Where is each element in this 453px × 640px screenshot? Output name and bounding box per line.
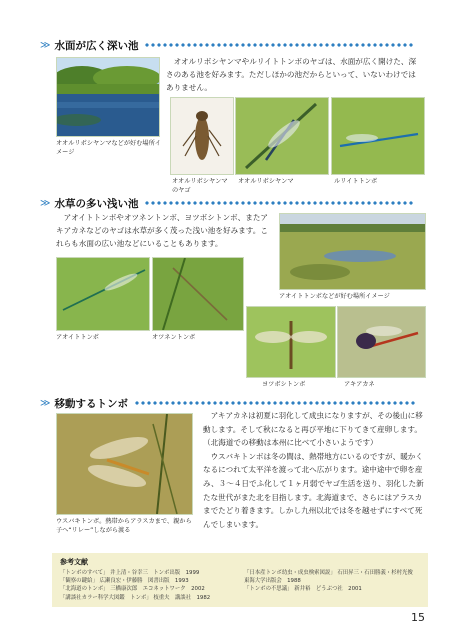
section-text: オオルリボシヤンマやルリイトトンボのヤゴは、水面が広く開けた、深さのある池を好みます。ただしほかの池だからといって、いないわけではありません。 (166, 57, 417, 92)
dragonfly-photo-yotsuboshi (246, 306, 336, 378)
photo-caption-larva: オオルリボシヤンマのヤゴ (172, 178, 228, 194)
photo-caption-otsunen: オツネントンボ (152, 334, 196, 341)
wave-divider (144, 42, 415, 48)
references-left-column (60, 569, 210, 602)
chevron-marker-icon: ≫ (40, 39, 49, 51)
reference-item: 「トンボのすべて」 井上清・谷幸三 トンボ出版 1999 (60, 570, 200, 576)
section-title: 水草の多い浅い池 (54, 197, 139, 210)
wave-divider (134, 400, 415, 406)
damselfly-photo-blue (331, 97, 425, 175)
references-right-column (244, 569, 413, 594)
reference-item: 「トンボの不思議」 新井裕 どうぶつ社 2001 (244, 586, 362, 593)
references-box (52, 553, 428, 607)
section-header-shallow-pond (40, 196, 415, 210)
reference-item: 「日本産トンボ幼虫・成虫検索図説」 石田昇三・石田勝義・杉村光俊 (244, 570, 413, 576)
chevron-marker-icon: ≫ (40, 397, 49, 409)
photo-caption-aoito: アオイトトンボ (56, 334, 99, 341)
references-title: 参考文献 (60, 558, 88, 566)
photo-caption: アオイトトンボなどが好む場所イメージ (279, 293, 390, 300)
section-header-migrating (40, 396, 415, 410)
photo-caption-akiakane: アキアカネ (344, 381, 375, 388)
wave-divider (144, 200, 415, 206)
section-title: 水面が広く深い池 (54, 39, 139, 52)
damselfly-photo-otsunen (152, 257, 244, 331)
section-title: 移動するトンボ (54, 397, 128, 410)
reference-item: 「講談社カラー科学大図鑑 トンボ」 枝重夫 講談社 1982 (60, 594, 211, 601)
reference-item: 「観察の鍵給」 広瀬良宏・伊藤勝 図書出版 1993 (60, 578, 189, 585)
photo-caption: オオルリボシヤンマなどが好む場所イメージ (56, 140, 161, 156)
photo-caption: ウスバキトンボ。熱帯からアラスカまで、親から子へ“リレー”しながら渡る (56, 518, 192, 534)
chevron-marker-icon: ≫ (40, 197, 49, 209)
page-number: 15 (411, 611, 425, 624)
larva-photo (170, 97, 234, 175)
reference-item: 東海大学出版会 1988 (244, 578, 301, 585)
section-header-deep-pond (40, 38, 415, 52)
dragonfly-photo-akiakane (337, 306, 426, 378)
damselfly-photo-aoito (56, 257, 150, 331)
pond-photo (56, 57, 160, 137)
photo-caption-oorurihoshi: オオルリボシヤンマ (238, 178, 294, 185)
wetland-photo (279, 213, 426, 290)
section-text: アキアカネは初夏に羽化して成虫になりますが、その後山に移動します。そして秋になると再び平地に下りてきて産卵します。（北海道での移動は本州に比べて小さいようです） ウスバキトンボは冬の間は、熱帯地方にいるのですが、暖かくなるにつれて太平洋を渡って北へ広がります。途中途中で卵を産み、３〜４日でふ化して１ヶ月弱でヤゴ生活を送り、羽化した新たな世代がまた北を目指します。北海道まで、さらにはアラスカまでたどり着きます。しかし九州以北では冬を越せずにすべて死んでしまいます。 (203, 411, 424, 529)
usubaki-photo (56, 413, 193, 515)
reference-item: 「北海道のトンボ」 三橋康次郎 エコネットワーク 2002 (60, 586, 205, 593)
dragonfly-photo-blue (235, 97, 329, 175)
photo-caption-yotsuboshi: ヨツボシトンボ (262, 381, 306, 388)
section-text: アオイトトンボやオツネントンボ、ヨツボシトンボ、またアキアカネなどのヤゴは水草が多く茂った浅い池を好みます。これらも水面の広い池などにいることもあります。 (56, 213, 269, 248)
photo-caption-ruriito: ルリイトトンボ (334, 178, 378, 185)
